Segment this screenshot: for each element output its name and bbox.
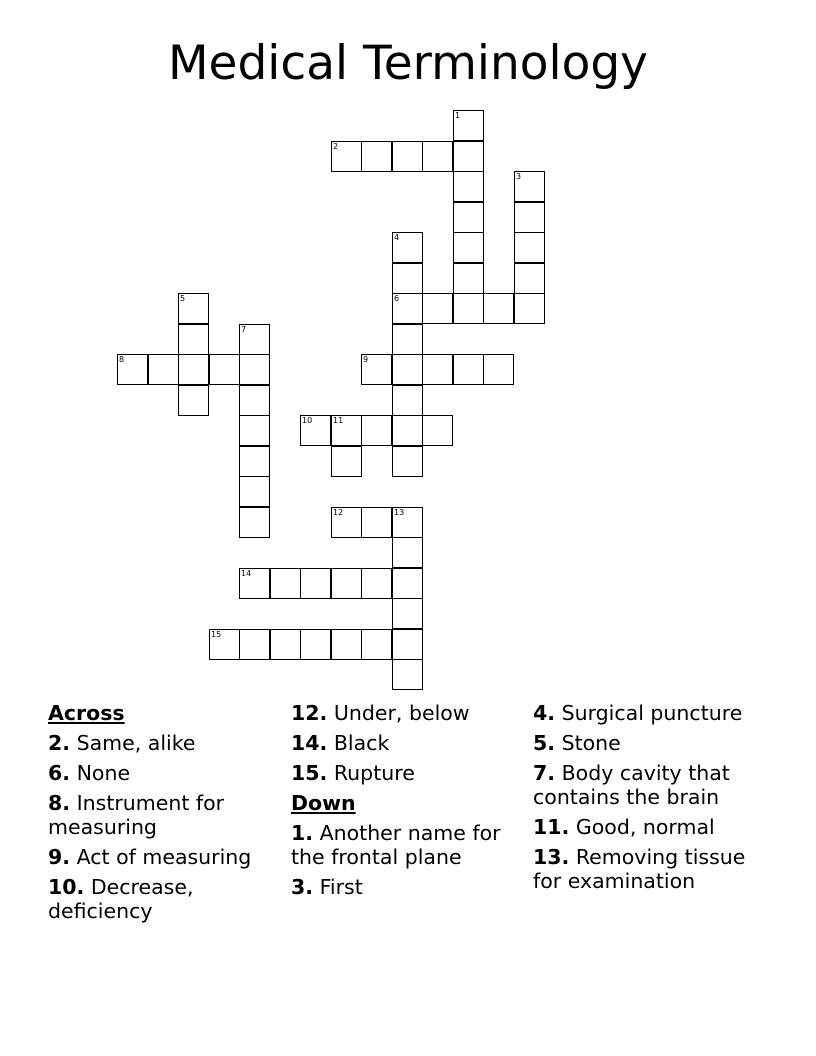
clue-across-8 — [48, 791, 283, 839]
grid-cell[interactable] — [392, 415, 423, 446]
clue-number: 10. — [48, 875, 85, 899]
clue-number: 6. — [48, 761, 71, 785]
grid-cell[interactable] — [239, 446, 270, 477]
grid-cell[interactable] — [361, 354, 392, 385]
cell-number: 6 — [394, 294, 400, 303]
grid-cell[interactable] — [178, 293, 209, 324]
grid-cell[interactable] — [361, 415, 392, 446]
clues-column-3 — [533, 701, 773, 899]
clue-number: 12. — [291, 701, 328, 725]
clue-number: 9. — [48, 845, 71, 869]
grid-cell[interactable] — [483, 293, 514, 324]
grid-cell[interactable] — [239, 507, 270, 538]
clue-text: Under, below — [333, 701, 470, 725]
clue-number: 15. — [291, 761, 328, 785]
grid-cell[interactable] — [422, 141, 453, 172]
grid-cell[interactable] — [239, 629, 270, 660]
clue-number: 11. — [533, 815, 570, 839]
cell-number: 10 — [302, 416, 313, 425]
grid-cell[interactable] — [239, 324, 270, 355]
grid-cell[interactable] — [239, 385, 270, 416]
clue-down-13 — [533, 845, 773, 893]
grid-cell[interactable] — [239, 415, 270, 446]
grid-cell[interactable] — [392, 324, 423, 355]
grid-cell[interactable] — [453, 293, 484, 324]
grid-cell[interactable] — [239, 354, 270, 385]
grid-cell[interactable] — [300, 568, 331, 599]
grid-cell[interactable] — [270, 568, 301, 599]
grid-cell[interactable] — [270, 629, 301, 660]
grid-cell[interactable] — [392, 263, 423, 294]
grid-cell[interactable] — [209, 354, 240, 385]
clue-across-15 — [291, 761, 526, 785]
grid-cell[interactable] — [117, 354, 148, 385]
grid-cell[interactable] — [392, 598, 423, 629]
grid-cell[interactable] — [422, 354, 453, 385]
grid-cell[interactable] — [361, 568, 392, 599]
grid-cell[interactable] — [331, 568, 362, 599]
grid-cell[interactable] — [514, 263, 545, 294]
cell-number: 9 — [363, 355, 369, 364]
grid-cell[interactable] — [178, 324, 209, 355]
grid-cell[interactable] — [453, 171, 484, 202]
grid-cell[interactable] — [392, 141, 423, 172]
grid-cell[interactable] — [514, 202, 545, 233]
grid-cell[interactable] — [453, 110, 484, 141]
clue-number: 2. — [48, 731, 71, 755]
cell-number: 3 — [516, 172, 522, 181]
page-title: Medical Terminology — [168, 36, 648, 91]
clue-number: 4. — [533, 701, 556, 725]
clue-across-2 — [48, 731, 283, 755]
grid-cell[interactable] — [209, 629, 240, 660]
grid-cell[interactable] — [239, 568, 270, 599]
clue-down-4 — [533, 701, 773, 725]
clue-text: None — [76, 761, 131, 785]
cell-number: 13 — [394, 508, 405, 517]
grid-cell[interactable] — [300, 629, 331, 660]
clue-text: Black — [333, 731, 390, 755]
grid-cell[interactable] — [392, 354, 423, 385]
grid-cell[interactable] — [178, 354, 209, 385]
across-heading: Across — [48, 701, 125, 725]
grid-cell[interactable] — [239, 476, 270, 507]
grid-cell[interactable] — [392, 385, 423, 416]
clue-number: 3. — [291, 875, 314, 899]
clue-down-3 — [291, 875, 526, 899]
clue-number: 5. — [533, 731, 556, 755]
clues-column-1 — [48, 701, 283, 929]
grid-cell[interactable] — [178, 385, 209, 416]
cell-number: 15 — [211, 630, 222, 639]
grid-cell[interactable] — [331, 141, 362, 172]
clue-text: Same, alike — [76, 731, 196, 755]
grid-cell[interactable] — [331, 415, 362, 446]
clue-down-5 — [533, 731, 773, 755]
cell-number: 11 — [333, 416, 344, 425]
clue-text: Another name for the frontal plane — [291, 821, 501, 869]
grid-cell[interactable] — [514, 232, 545, 263]
clue-text: Act of measuring — [76, 845, 252, 869]
grid-cell[interactable] — [392, 293, 423, 324]
down-heading: Down — [291, 791, 356, 815]
clue-across-6 — [48, 761, 283, 785]
grid-cell[interactable] — [392, 629, 423, 660]
grid-cell[interactable] — [422, 415, 453, 446]
grid-cell[interactable] — [453, 232, 484, 263]
clue-number: 13. — [533, 845, 570, 869]
clue-text: Stone — [561, 731, 621, 755]
grid-cell[interactable] — [331, 629, 362, 660]
grid-cell[interactable] — [422, 293, 453, 324]
cell-number: 8 — [119, 355, 125, 364]
cell-number: 4 — [394, 233, 400, 242]
clue-number: 1. — [291, 821, 314, 845]
grid-cell[interactable] — [392, 537, 423, 568]
grid-cell[interactable] — [392, 568, 423, 599]
grid-cell[interactable] — [453, 202, 484, 233]
clue-text: Decrease, deficiency — [48, 875, 194, 923]
grid-cell[interactable] — [392, 659, 423, 690]
clues-column-2 — [291, 701, 526, 905]
grid-cell[interactable] — [361, 629, 392, 660]
clue-text: First — [319, 875, 363, 899]
grid-cell[interactable] — [361, 507, 392, 538]
clue-text: Body cavity that contains the brain — [533, 761, 730, 809]
grid-cell[interactable] — [514, 293, 545, 324]
clue-text: Removing tissue for examination — [533, 845, 746, 893]
cell-number: 2 — [333, 142, 339, 151]
grid-cell[interactable] — [483, 354, 514, 385]
grid-cell[interactable] — [392, 446, 423, 477]
cell-number: 5 — [180, 294, 186, 303]
grid-cell[interactable] — [300, 415, 331, 446]
clue-text: Surgical puncture — [561, 701, 743, 725]
clue-text: Instrument for measuring — [48, 791, 225, 839]
cell-number: 1 — [455, 111, 461, 120]
clue-down-11 — [533, 815, 773, 839]
cell-number: 7 — [241, 325, 247, 334]
grid-cell[interactable] — [453, 141, 484, 172]
grid-cell[interactable] — [392, 507, 423, 538]
clue-text: Rupture — [333, 761, 415, 785]
clue-text: Good, normal — [575, 815, 715, 839]
grid-cell[interactable] — [514, 171, 545, 202]
cell-number: 14 — [241, 569, 252, 578]
grid-cell[interactable] — [453, 263, 484, 294]
grid-cell[interactable] — [331, 507, 362, 538]
grid-cell[interactable] — [331, 446, 362, 477]
clue-across-14 — [291, 731, 526, 755]
cell-number: 12 — [333, 508, 344, 517]
grid-cell[interactable] — [361, 141, 392, 172]
clue-across-12 — [291, 701, 526, 725]
clue-down-1 — [291, 821, 526, 869]
grid-cell[interactable] — [453, 354, 484, 385]
grid-cell[interactable] — [392, 232, 423, 263]
clue-across-10 — [48, 875, 283, 923]
clue-number: 7. — [533, 761, 556, 785]
grid-cell[interactable] — [148, 354, 179, 385]
clue-down-7 — [533, 761, 773, 809]
clue-number: 14. — [291, 731, 328, 755]
clue-across-9 — [48, 845, 283, 869]
clue-number: 8. — [48, 791, 71, 815]
